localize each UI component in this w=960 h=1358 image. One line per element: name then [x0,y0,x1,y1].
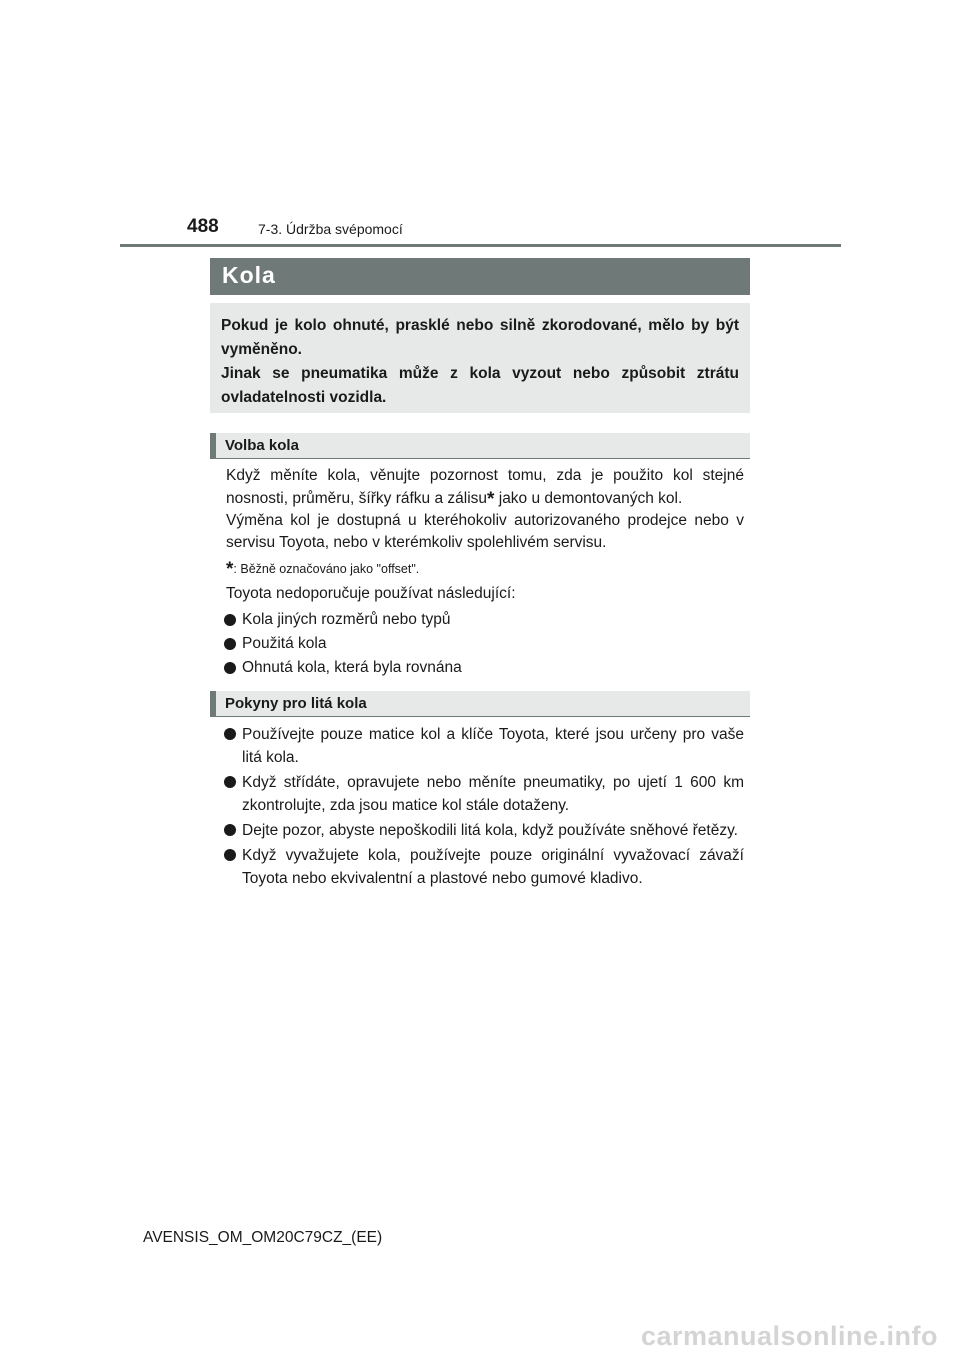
subheading-alloy-wheels-label: Pokyny pro litá kola [225,695,367,712]
list-item [224,633,744,655]
header-rule [120,244,841,247]
intro-box [210,303,750,413]
para-1-tail: jako u demontovaných kol. [494,490,683,507]
list-item-text: Dejte pozor, abyste nepoškodili litá kola, když používáte sněhové řetězy. [242,822,738,839]
wheel-choice-para-1 [226,465,744,510]
list-item [224,819,744,842]
document-code: AVENSIS_OM_OM20C79CZ_(EE) [143,1229,383,1246]
list-item [224,609,744,631]
footnote-asterisk: * [226,559,234,580]
subheading-wheel-choice-label: Volba kola [225,437,299,454]
list-item-text: Když vyvažujete kola, používejte pouze originální vyvažovací závaží Toyota nebo ekvivalentní a plastové nebo gumové kladivo. [242,847,744,887]
section-label: 7-3. Údržba svépomocí [258,221,403,237]
footnote [226,557,419,579]
bullet-icon [224,662,236,674]
list-item [224,771,744,817]
subheading-alloy-wheels [210,691,750,717]
subheading-wheel-choice [210,433,750,459]
bullet-icon [224,824,236,836]
intro-line-1: Pokud je kolo ohnuté, prasklé nebo silně zkorodované, mělo by být vyměněno. [221,317,739,358]
bullet-icon [224,728,236,740]
page-title: Kola [222,262,276,288]
alloy-wheel-list [224,723,744,890]
list-item-text: Ohnutá kola, která byla rovnána [242,659,462,676]
list-item-text: Když střídáte, opravujete nebo měníte pneumatiky, po ujetí 1 600 km zkontrolujte, zda jsou matice kol stále dotaženy. [242,774,744,814]
wheel-choice-para-2: Výměna kol je dostupná u kteréhokoliv autorizovaného prodejce nebo v servisu Toyota, nebo v kterémkoliv spolehlivém servisu. [226,512,744,551]
page-number: 488 [187,216,219,237]
watermark: carmanualsonline.info [640,1321,938,1351]
para-1-text: Když měníte kola, věnujte pozornost tomu, zda je použito kol stejné nosnosti, průměru, šířky ráfku a zálisu [226,467,744,507]
bullet-icon [224,849,236,861]
list-item [224,657,744,679]
list-item-text: Používejte pouze matice kol a klíče Toyota, které jsou určeny pro vaše litá kola. [242,726,744,766]
page-title-bar [210,258,750,295]
list-item-text: Použitá kola [242,635,327,652]
not-recommended-intro: Toyota nedoporučuje používat následující: [226,585,516,602]
asterisk-mark: * [487,489,495,510]
bullet-icon [224,638,236,650]
bullet-icon [224,614,236,626]
footnote-text: : Běžně označováno jako "offset". [233,562,420,576]
not-recommended-list [224,609,744,679]
list-item [224,844,744,890]
list-item [224,723,744,769]
intro-line-2: Jinak se pneumatika může z kola vyzout nebo způsobit ztrátu ovladatelnosti vozidla. [221,365,739,406]
list-item-text: Kola jiných rozměrů nebo typů [242,611,451,628]
bullet-icon [224,776,236,788]
wheel-choice-paragraph [226,465,744,554]
